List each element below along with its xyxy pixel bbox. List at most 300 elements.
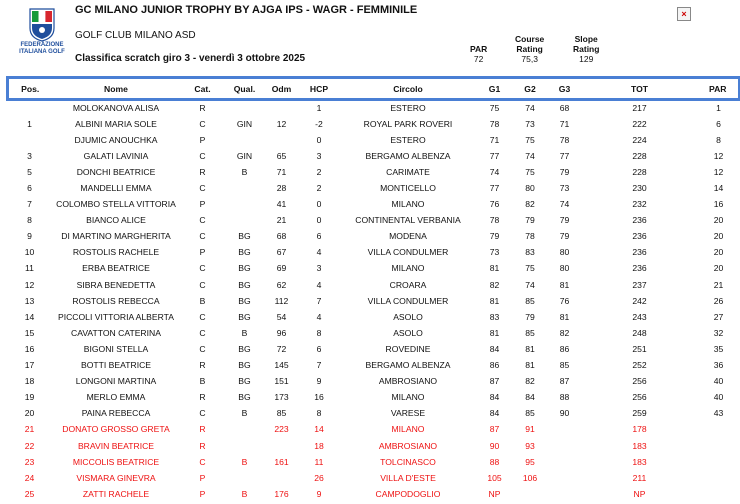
cell-name: PAINA REBECCA [81,408,151,419]
col-header-odm: Odm [265,78,299,100]
cell-name: DONATO GROSSO GRETA [62,424,170,435]
cell-odm: 28 [276,183,287,194]
cell-odm: 161 [274,456,289,467]
cell-par: 14 [713,183,724,194]
cell-g1: 78 [489,215,500,226]
cell-par [698,421,740,437]
cell-pos: 13 [24,295,35,306]
cell-qual: BG [238,376,251,387]
table-row [8,164,740,180]
cell-g2: 75 [525,166,535,177]
cell-pos: 10 [24,247,35,258]
cell-pos: 17 [24,360,35,371]
cell-pos: 6 [27,183,32,194]
cell-circolo: ASOLO [393,311,423,322]
cell-cat: R [199,392,206,403]
cell-odm: 54 [276,311,287,322]
cell-g1: 78 [489,118,500,129]
cell-name: COLOMBO STELLA VITTORIA [56,199,176,210]
cell-qual [225,421,265,437]
cell-tot: 228 [632,150,647,161]
cell-pos: 22 [24,440,35,451]
cell-qual [225,212,265,228]
cell-g2: 84 [525,392,535,403]
cell-pos: 15 [24,327,35,338]
cell-par [698,486,740,502]
cell-par: 20 [713,215,724,226]
col-header-g2: G2 [513,78,548,100]
cell-par [698,454,740,470]
cell-g3: 86 [559,343,570,354]
cell-pos: 20 [24,408,35,419]
logo-text-line-2: ITALIANA GOLF [19,49,65,55]
page-subtitle: Classifica scratch giro 3 - venerdì 3 ottobre 2025 [75,53,306,64]
cell-odm: 85 [276,408,287,419]
cell-par: 20 [713,247,724,258]
cell-hcp: 18 [314,440,324,451]
cell-name: ALBINI MARIA SOLE [75,118,157,129]
col-header-nome: Nome [52,78,181,100]
cell-name: SIBRA BENEDETTA [76,279,156,290]
cell-g3: 79 [559,166,570,177]
cell-odm: 72 [276,343,287,354]
cell-tot: 178 [632,424,647,435]
cell-qual: BG [238,360,251,371]
cell-g3: 79 [559,215,570,226]
cell-cat: R [199,103,206,114]
cell-hcp: 26 [314,472,324,483]
cell-circolo: AMBROSIANO [378,376,438,387]
cell-g2: 106 [522,472,538,483]
cell-tot: 217 [632,103,647,114]
table-row [8,132,740,148]
table-row [8,277,740,293]
slope-rating-label-1: Slope [574,34,598,44]
table-row [8,325,740,341]
cell-g3: 78 [559,134,570,145]
cell-odm: 69 [276,263,287,274]
cell-circolo: MILANO [391,424,425,435]
cell-par: 12 [713,166,724,177]
cell-qual: BG [238,392,251,403]
cell-g1: 88 [489,456,500,467]
cell-tot: 183 [632,456,647,467]
cell-par: 40 [713,376,724,387]
cell-pos [8,132,52,148]
cell-qual: BG [238,263,251,274]
close-icon[interactable]: × [677,7,691,21]
cell-odm: 173 [274,392,289,403]
cell-g2: 83 [525,247,535,258]
cell-pos: 14 [24,311,35,322]
cell-g1: 81 [489,295,500,306]
cell-g3: 71 [559,118,570,129]
cell-name: DONCHI BEATRICE [76,166,156,177]
cell-pos: 23 [24,456,35,467]
cell-g3: 77 [559,150,570,161]
cell-g1: 77 [489,183,500,194]
cell-pos: 5 [27,166,32,177]
cell-tot: 256 [632,392,647,403]
cell-g2: 81 [525,360,535,371]
cell-pos: 16 [24,343,35,354]
cell-g1: NP [488,488,501,499]
cell-par: 43 [713,408,724,419]
par-label: PAR [470,44,488,54]
cell-qual: BG [238,279,251,290]
cell-odm: 41 [276,199,287,210]
cell-circolo: ASOLO [393,327,423,338]
course-rating-stat [515,34,544,64]
cell-par: 32 [713,327,724,338]
cell-g1: 83 [489,311,500,322]
cell-g3: 74 [559,199,570,210]
cell-circolo: CAMPODOGLIO [375,488,441,499]
club-name: GOLF CLUB MILANO ASD [75,30,196,41]
col-header-circolo: Circolo [340,78,477,100]
cell-hcp: 7 [316,360,322,371]
cell-cat: R [199,440,206,451]
cell-g1: 105 [487,472,502,483]
cell-par: 1 [716,103,721,114]
cell-g1: 84 [489,343,500,354]
cell-cat: C [199,150,206,161]
cell-odm: 67 [276,247,287,258]
cell-g3: 81 [559,279,570,290]
cell-circolo: CONTINENTAL VERBANIA [355,215,461,226]
cell-tot: 251 [632,343,647,354]
cell-cat: C [199,327,206,338]
cell-circolo: MILANO [391,199,425,210]
cell-name: BRAVIN BEATRICE [77,440,155,451]
cell-qual [225,196,265,212]
cell-cat: C [199,343,206,354]
course-rating-value: 75,3 [521,54,538,64]
cell-g3: 73 [559,183,570,194]
cell-cat: C [199,456,206,467]
cell-par: 8 [716,134,721,145]
cell-odm: 176 [274,488,289,499]
cell-name: ZATTI RACHELE [82,488,150,499]
table-row [8,486,740,502]
cell-g1: 87 [489,376,500,387]
table-row [8,421,740,437]
cell-g2: 75 [525,263,535,274]
cell-qual: BG [238,231,251,242]
cell-g3: 82 [559,327,570,338]
cell-g3: 76 [559,295,570,306]
cell-qual: B [241,166,248,177]
cell-cat: R [199,360,206,371]
cell-cat: C [199,118,206,129]
cell-g2: 74 [525,150,535,161]
table-row [8,389,740,405]
cell-circolo: AMBROSIANO [378,440,438,451]
table-row [8,373,740,389]
cell-circolo: CARIMATE [386,166,430,177]
cell-hcp: 3 [316,263,322,274]
cell-name: BIGONI STELLA [83,343,149,354]
cell-g1: 90 [489,440,500,451]
cell-g2: 78 [525,231,535,242]
cell-g2: 85 [525,327,535,338]
cell-pos: 18 [24,376,35,387]
cell-tot: 236 [632,263,647,274]
cell-odm: 112 [274,295,289,306]
cell-g2: 79 [525,311,535,322]
cell-odm: 12 [276,118,287,129]
cell-g1: 86 [489,360,500,371]
cell-name: DI MARTINO MARGHERITA [61,231,171,242]
col-header-g1: G1 [477,78,513,100]
cell-par: 36 [713,360,724,371]
cell-cat: B [199,295,206,306]
cell-name: LONGONI MARTINA [75,376,157,387]
slope-rating-value: 129 [579,54,594,64]
cell-odm: 151 [274,376,289,387]
cell-g2: 81 [525,343,535,354]
cell-hcp: 1 [316,103,322,114]
cell-tot: 256 [632,376,647,387]
cell-name: BIANCO ALICE [86,215,146,226]
cell-cat: C [199,263,206,274]
cell-g1: 81 [489,327,500,338]
table-row [8,293,740,309]
cell-cat: C [199,311,206,322]
slope-rating-stat [573,34,599,64]
cell-g2: 85 [525,295,535,306]
par-value: 72 [473,54,484,64]
cell-pos: 21 [24,424,35,435]
cell-circolo: VILLA CONDULMER [367,247,449,258]
col-header-tot: TOT [582,78,698,100]
cell-g3 [548,421,582,437]
col-header-pos: Pos. [8,78,52,100]
cell-g1: 81 [489,263,500,274]
cell-hcp: 0 [316,199,322,210]
table-row [8,212,740,228]
cell-hcp: 8 [316,327,322,338]
cell-circolo: ESTERO [390,134,426,145]
cell-hcp: 4 [316,311,322,322]
cell-circolo: VILLA CONDULMER [367,295,449,306]
cell-g3 [548,470,582,486]
cell-hcp: 7 [316,295,322,306]
cell-odm: 62 [276,279,287,290]
cell-tot: 230 [632,183,647,194]
cell-pos: 8 [27,215,32,226]
cell-g2: 79 [525,215,535,226]
cell-par: 26 [713,295,724,306]
table-row [8,228,740,244]
cell-par: 12 [713,150,724,161]
cell-odm: 68 [276,231,287,242]
cell-g2: 82 [525,199,535,210]
cell-cat: P [199,247,206,258]
cell-g3: 90 [559,408,570,419]
cell-pos: 9 [27,231,32,242]
cell-tot: 243 [632,311,647,322]
cell-g3: 79 [559,231,570,242]
cell-circolo: ROYAL PARK ROVERI [363,118,453,129]
cell-g1: 84 [489,392,500,403]
cell-g2: 82 [525,376,535,387]
cell-par [698,437,740,453]
cell-hcp: 9 [316,488,322,499]
cell-tot: 183 [632,440,647,451]
cell-qual [225,470,265,486]
cell-name: ROSTOLIS RACHELE [72,247,160,258]
cell-par [698,470,740,486]
cell-hcp: 0 [316,134,322,145]
cell-g1: 75 [489,103,500,114]
cell-name: BOTTI BEATRICE [80,360,152,371]
table-row [8,405,740,421]
shield-logo-icon [29,8,55,42]
logo-text-line-1: FEDERAZIONE [20,42,64,48]
cell-name: GALATI LAVINIA [83,150,149,161]
cell-qual: B [241,327,248,338]
cell-qual [225,437,265,453]
cell-g3 [548,454,582,470]
cell-odm: 65 [276,150,287,161]
cell-g3: 85 [559,360,570,371]
table-row [8,100,740,116]
cell-tot: 236 [632,231,647,242]
cell-tot: 224 [632,134,647,145]
slope-rating-label-2: Rating [573,44,600,54]
cell-pos: 3 [27,150,32,161]
cell-g1: 77 [489,150,500,161]
cell-hcp: 9 [316,376,322,387]
cell-cat: P [199,472,206,483]
cell-g1: 73 [489,247,500,258]
cell-par: 27 [713,311,724,322]
cell-g2: 73 [525,118,535,129]
table-row [8,196,740,212]
cell-cat: C [199,231,206,242]
results-table [6,76,740,502]
cell-cat: R [199,424,206,435]
cell-qual: BG [238,295,251,306]
cell-cat: P [199,199,206,210]
cell-circolo: MONTICELLO [380,183,436,194]
cell-odm [265,437,299,453]
cell-tot: 259 [632,408,647,419]
cell-g1: 71 [489,134,500,145]
cell-g2: 95 [525,456,535,467]
cell-g1: 84 [489,408,500,419]
cell-pos: 11 [25,263,34,274]
cell-cat: P [199,488,206,499]
cell-name: ERBA BEATRICE [82,263,150,274]
federation-logo [18,8,66,68]
cell-cat: C [199,408,206,419]
cell-qual: GIN [236,118,253,129]
col-header-hcp: HCP [299,78,340,100]
table-header-row [8,78,740,100]
cell-circolo: TOLCINASCO [380,456,436,467]
cell-circolo: MILANO [391,263,425,274]
page-title: GC MILANO JUNIOR TROPHY BY AJGA IPS - WAGR - FEMMINILE [75,4,418,16]
table-row [8,357,740,373]
cell-g3: 68 [559,103,570,114]
cell-circolo: BERGAMO ALBENZA [365,360,451,371]
cell-qual: B [241,456,248,467]
cell-tot: 232 [632,199,647,210]
cell-g2 [513,486,548,502]
cell-hcp: -2 [315,118,323,129]
cell-circolo: MODENA [389,231,427,242]
cell-g1: 82 [489,279,500,290]
course-rating-label-1: Course [515,34,545,44]
cell-pos: 25 [24,488,35,499]
cell-qual: B [241,408,248,419]
cell-qual: GIN [236,150,253,161]
cell-qual [225,180,265,196]
col-header-par: PAR [698,78,740,100]
cell-hcp: 8 [316,408,322,419]
cell-cat: P [199,134,206,145]
cell-qual [225,100,265,116]
cell-par: 21 [713,279,724,290]
cell-hcp: 2 [316,166,322,177]
cell-name: MERLO EMMA [86,392,146,403]
cell-circolo: ROVEDINE [385,343,431,354]
col-header-qual: Qual. [225,78,265,100]
results-table-container [6,76,738,502]
table-row [8,341,740,357]
cell-hcp: 4 [316,279,322,290]
cell-pos: 19 [24,392,35,403]
cell-hcp: 0 [316,215,322,226]
cell-g2: 91 [525,424,535,435]
col-header-cat: Cat. [181,78,225,100]
cell-pos: 12 [24,279,35,290]
cell-par: 40 [713,392,724,403]
cell-g3: 80 [559,247,570,258]
cell-cat: C [199,183,206,194]
cell-tot: 242 [632,295,647,306]
cell-name: CAVATTON CATERINA [71,327,161,338]
cell-pos: 7 [27,199,32,210]
cell-g3: 80 [559,263,570,274]
cell-g1: 87 [489,424,500,435]
cell-hcp: 6 [316,231,322,242]
cell-g2: 74 [525,279,535,290]
cell-odm: 71 [276,166,287,177]
table-row [8,454,740,470]
cell-name: VISMARA GINEVRA [76,472,156,483]
cell-pos: 24 [24,472,35,483]
cell-g3 [548,486,582,502]
cell-g2: 74 [525,103,535,114]
cell-name: MOLOKANOVA ALISA [72,103,160,114]
cell-tot: 222 [632,118,647,129]
table-row [8,437,740,453]
course-rating-label-2: Rating [516,44,543,54]
cell-name: MANDELLI EMMA [80,183,152,194]
cell-hcp: 3 [316,150,322,161]
cell-qual: BG [238,311,251,322]
cell-cat: C [199,279,206,290]
table-row [8,148,740,164]
cell-g3: 87 [559,376,570,387]
cell-hcp: 6 [316,343,322,354]
cell-g1: 74 [489,166,500,177]
cell-odm: 223 [274,424,289,435]
cell-tot: 228 [632,166,647,177]
